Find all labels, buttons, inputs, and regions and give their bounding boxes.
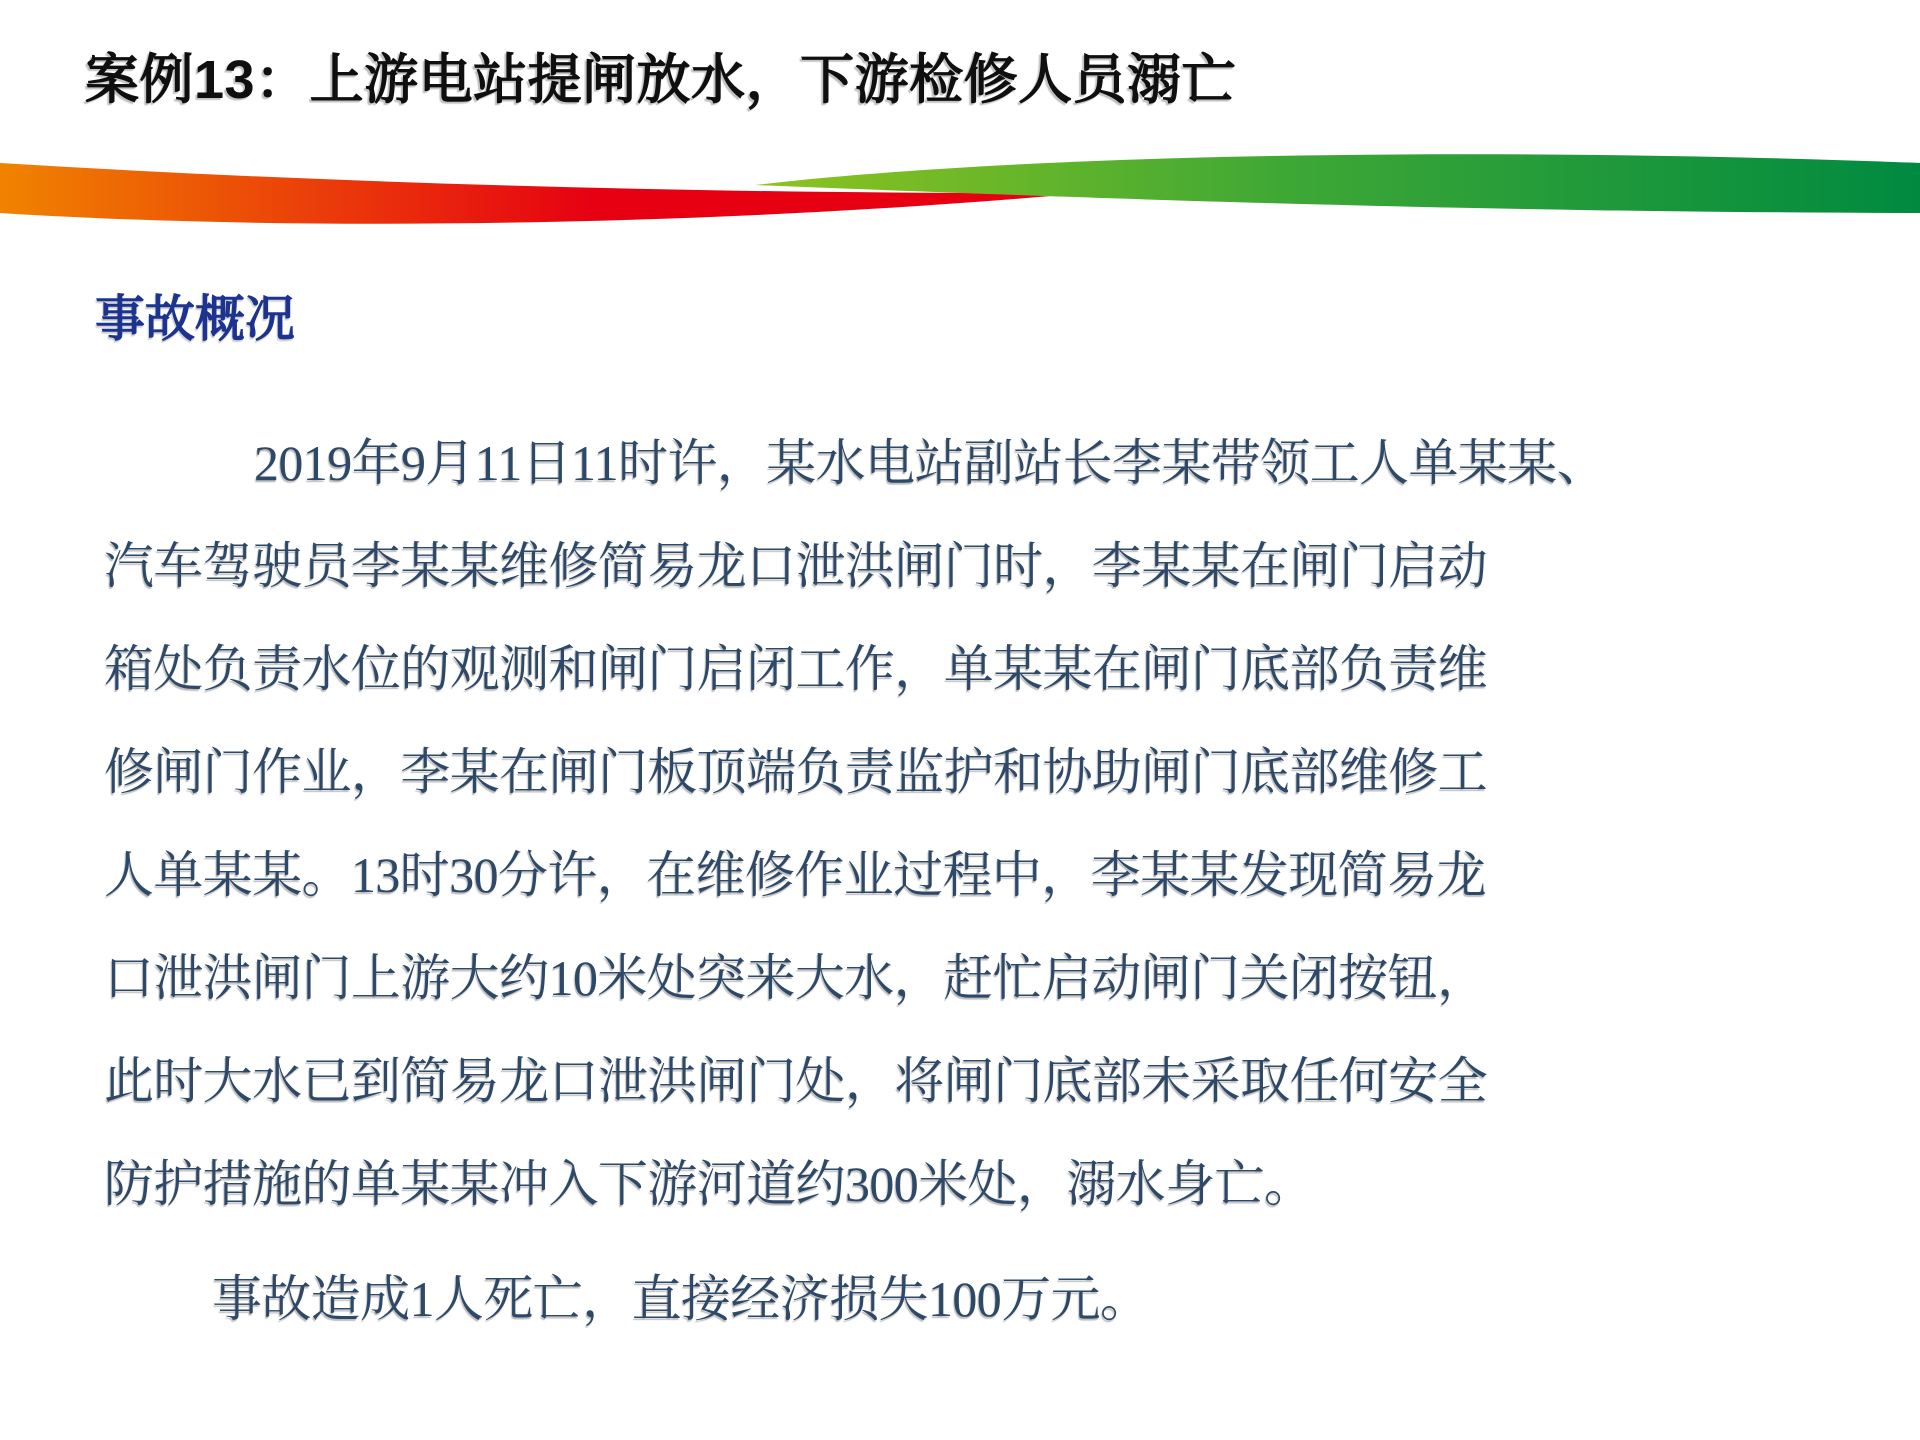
slide-title: 案例13：上游电站提闸放水，下游检修人员溺亡	[85, 50, 1237, 110]
section-heading: 事故概况	[95, 291, 295, 347]
body-line-summary: 事故造成1人死亡，直接经济损失100万元。	[212, 1271, 1150, 1327]
body-line: 人单某某。13时30分许，在维修作业过程中，李某某发现简易龙	[104, 847, 1486, 903]
body-line: 防护措施的单某某冲入下游河道约300米处，溺水身亡。	[104, 1156, 1314, 1212]
body-line: 2019年9月11日11时许，某水电站副站长李某带领工人单某某、	[254, 435, 1607, 491]
ribbon-wave-graphic	[0, 128, 1920, 288]
body-line: 汽车驾驶员李某某维修简易龙口泄洪闸门时，李某某在闸门启动	[104, 538, 1488, 594]
body-line: 口泄洪闸门上游大约10米处突来大水，赶忙启动闸门关闭按钮，	[104, 950, 1487, 1006]
body-line: 箱处负责水位的观测和闸门启闭工作，单某某在闸门底部负责维	[104, 641, 1488, 697]
body-line: 修闸门作业，李某在闸门板顶端负责监护和协助闸门底部维修工	[104, 744, 1488, 800]
body-text-block	[104, 412, 1607, 1351]
body-line: 此时大水已到简易龙口泄洪闸门处，将闸门底部未采取任何安全	[104, 1053, 1488, 1109]
